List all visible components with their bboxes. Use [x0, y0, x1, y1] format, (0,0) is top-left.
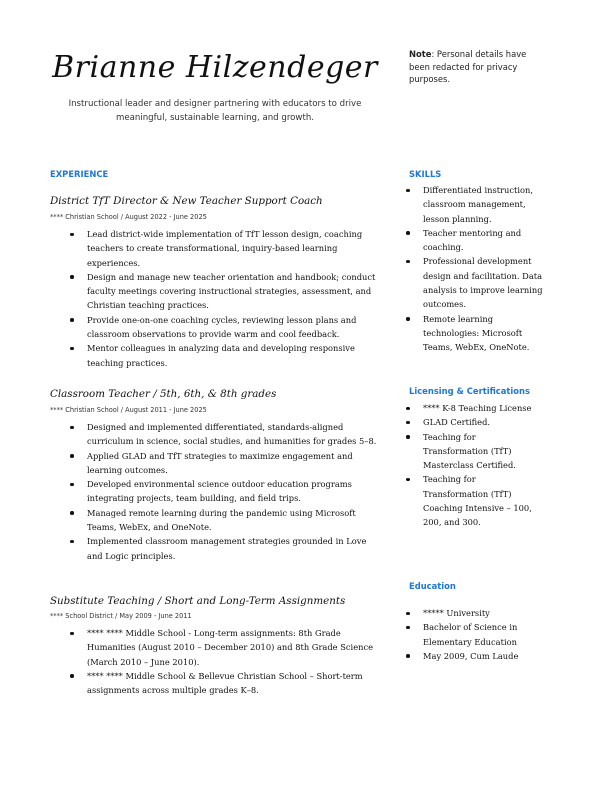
- list-item: Provide one-on-one coaching cycles, reviewing lesson plans and classroom observations to provide warm and cool feedback.: [87, 313, 383, 342]
- list-item: Teacher mentoring and coaching.: [423, 226, 543, 255]
- list-item: Teaching for Transformation (TfT) Masterclass Certified.: [423, 430, 543, 473]
- skills-list: [423, 183, 543, 355]
- experience-heading: EXPERIENCE: [50, 169, 109, 179]
- list-item: ***** University: [423, 606, 543, 620]
- job-bullets: [87, 227, 383, 370]
- list-item: Developed environmental science outdoor education programs integrating projects, team building, and field trips.: [87, 477, 383, 506]
- list-item: Mentor colleagues in analyzing data and developing responsive teaching practices.: [87, 341, 383, 370]
- job-bullets: [87, 420, 383, 563]
- list-item: May 2009, Cum Laude: [423, 649, 543, 663]
- list-item: Applied GLAD and TfT strategies to maximize engagement and learning outcomes.: [87, 449, 383, 478]
- list-item: Remote learning technologies: Microsoft Teams, WebEx, OneNote.: [423, 312, 543, 355]
- list-item: Design and manage new teacher orientation and handbook; conduct faculty meetings covering instructional strategies, assessment, and Christian teaching practices.: [87, 270, 383, 313]
- job-title: District TfT Director & New Teacher Support Coach: [50, 195, 323, 207]
- job-meta: **** Christian School / August 2022 - June 2025: [50, 213, 207, 221]
- job-bullets: [87, 626, 383, 697]
- tagline: Instructional leader and designer partnering with educators to drive meaningful, sustainable learning, and growth.: [68, 99, 362, 123]
- list-item: Managed remote learning during the pandemic using Microsoft Teams, WebEx, and OneNote.: [87, 506, 383, 535]
- list-item: Lead district-wide implementation of TfT lesson design, coaching teachers to create transformational, inquiry-based learning experiences.: [87, 227, 383, 270]
- education-list: [423, 606, 543, 663]
- list-item: **** K-8 Teaching License: [423, 401, 543, 415]
- note-text: : Personal details have been redacted for privacy purposes.: [409, 49, 527, 85]
- list-item: **** **** Middle School & Bellevue Christian School – Short-term assignments across multiple grades K–8.: [87, 669, 383, 698]
- list-item: Differentiated instruction, classroom management, lesson planning.: [423, 183, 543, 226]
- note-label: Note: [409, 49, 432, 59]
- candidate-name: Brianne Hilzendeger: [52, 50, 378, 85]
- list-item: Teaching for Transformation (TfT) Coaching Intensive – 100, 200, and 300.: [423, 472, 543, 529]
- skills-heading: SKILLS: [409, 169, 442, 179]
- job-title: Classroom Teacher / 5th, 6th, & 8th grades: [50, 388, 277, 400]
- list-item: Implemented classroom management strategies grounded in Love and Logic principles.: [87, 534, 383, 563]
- list-item: Designed and implemented differentiated, standards-aligned curriculum in science, social studies, and humanities for grades 5–8.: [87, 420, 383, 449]
- licensing-heading: Licensing & Certifications: [409, 386, 530, 396]
- list-item: GLAD Certified.: [423, 415, 543, 429]
- list-item: Bachelor of Science in Elementary Education: [423, 620, 543, 649]
- job-meta: **** Christian School / August 2011 - June 2025: [50, 406, 207, 414]
- education-heading: Education: [409, 581, 456, 591]
- privacy-note: [409, 48, 539, 86]
- licensing-list: [423, 401, 543, 530]
- job-meta: **** School District / May 2009 - June 2011: [50, 612, 192, 620]
- list-item: Professional development design and facilitation. Data analysis to improve learning outcomes.: [423, 254, 543, 311]
- job-title: Substitute Teaching / Short and Long-Term Assignments: [50, 595, 346, 607]
- list-item: **** **** Middle School - Long-term assignments: 8th Grade Humanities (August 2010 – December 2010) and 8th Grade Science (March 2010 – June 2010).: [87, 626, 383, 669]
